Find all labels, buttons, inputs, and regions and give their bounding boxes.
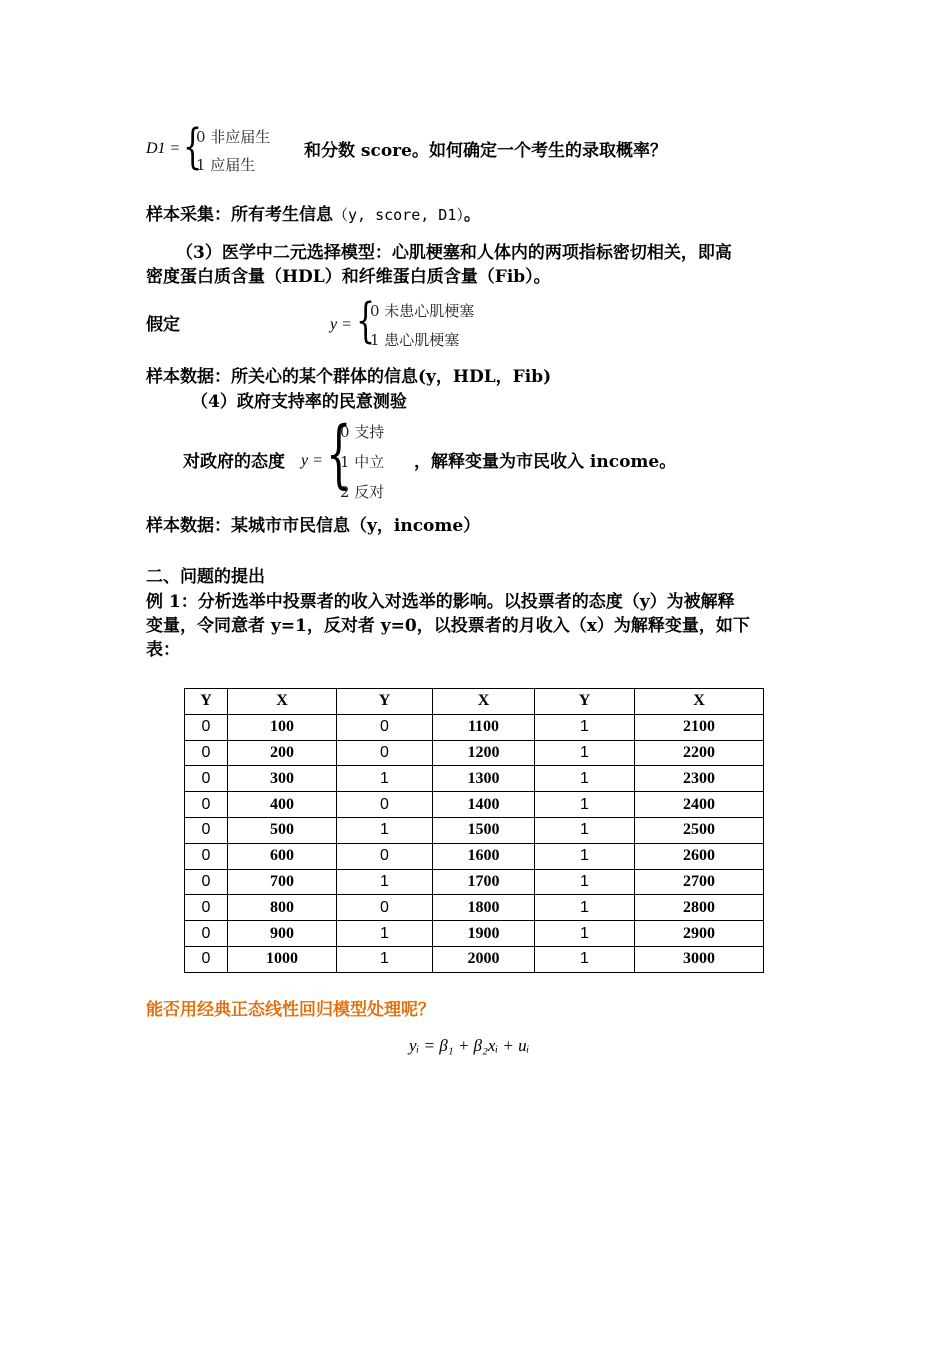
- cell-y: 1: [535, 714, 635, 740]
- cell-x: 1700: [433, 869, 535, 895]
- cell-x: 2700: [635, 869, 764, 895]
- cell-y: 1: [535, 946, 635, 972]
- gov-heading: （4）政府支持率的民意测验: [191, 392, 407, 412]
- header-x-3: X: [635, 689, 764, 715]
- table-row: [185, 869, 764, 895]
- gov-lhs: y =: [301, 452, 323, 469]
- cell-x: 2200: [635, 740, 764, 766]
- table-row: [185, 946, 764, 972]
- cell-x: 2600: [635, 843, 764, 869]
- example-line-3: 表：: [146, 640, 180, 660]
- table-row: [185, 714, 764, 740]
- assume-case-1: 1 患心肌梗塞: [370, 331, 460, 349]
- cell-y: 0: [185, 714, 228, 740]
- assume-lhs: y =: [330, 316, 352, 333]
- cell-x: 1100: [433, 714, 535, 740]
- section-heading: 二、问题的提出: [146, 567, 265, 587]
- cell-x: 100: [228, 714, 337, 740]
- gov-case-2: 2 反对: [340, 483, 385, 501]
- sample-collection-value: （y, score, D1）: [333, 206, 464, 224]
- table-header-row: [185, 689, 764, 715]
- sample-data-2: 样本数据：所关心的某个群体的信息(y，HDL，Fib): [146, 367, 552, 387]
- cell-x: 1400: [433, 792, 535, 818]
- sample-collection: [146, 203, 481, 227]
- cell-x: 2300: [635, 766, 764, 792]
- cell-y: 1: [337, 766, 433, 792]
- question-text: 能否用经典正态线性回归模型处理呢？: [146, 1000, 435, 1020]
- cell-x: 1300: [433, 766, 535, 792]
- cell-y: 1: [337, 946, 433, 972]
- cell-y: 0: [185, 843, 228, 869]
- table-row: [185, 843, 764, 869]
- cell-x: 900: [228, 921, 337, 947]
- table-body: [185, 714, 764, 972]
- assume-case-0: 0 未患心肌梗塞: [370, 302, 475, 320]
- cell-x: 1200: [433, 740, 535, 766]
- d1-case-0: 0 非应届生: [196, 128, 271, 146]
- cell-y: 0: [185, 946, 228, 972]
- cell-x: 500: [228, 817, 337, 843]
- cell-y: 1: [535, 766, 635, 792]
- medical-line-1: （3）医学中二元选择模型：心肌梗塞和人体内的两项指标密切相关，即高: [176, 243, 732, 263]
- cell-y: 1: [535, 895, 635, 921]
- table-row: [185, 792, 764, 818]
- cell-y: 1: [535, 817, 635, 843]
- cell-x: 300: [228, 766, 337, 792]
- gov-case-1: 1 中立: [340, 453, 385, 471]
- example-line-2: 变量，令同意者 y=1，反对者 y=0，以投票者的月收入（x）为解释变量，如下: [146, 616, 750, 636]
- cell-x: 200: [228, 740, 337, 766]
- cell-x: 2900: [635, 921, 764, 947]
- cell-y: 1: [535, 869, 635, 895]
- header-y-3: Y: [535, 689, 635, 715]
- cell-y: 0: [185, 869, 228, 895]
- cell-y: 1: [337, 869, 433, 895]
- header-x-2: X: [433, 689, 535, 715]
- example-line-1: 例 1：分析选举中投票者的收入对选举的影响。以投票者的态度（y）为被解释: [146, 592, 735, 612]
- cell-y: 1: [337, 921, 433, 947]
- header-y-1: Y: [185, 689, 228, 715]
- cell-x: 1600: [433, 843, 535, 869]
- sample-collection-label: 样本采集：所有考生信息: [146, 205, 333, 225]
- gov-suffix: ，解释变量为市民收入 income。: [414, 452, 677, 472]
- assume-brace: {: [356, 293, 376, 350]
- cell-y: 0: [337, 895, 433, 921]
- cell-y: 1: [535, 792, 635, 818]
- cell-y: 0: [185, 740, 228, 766]
- cell-y: 0: [185, 766, 228, 792]
- sample-collection-end: 。: [463, 205, 481, 225]
- cell-y: 0: [185, 921, 228, 947]
- gov-prefix: 对政府的态度: [183, 452, 285, 472]
- cell-y: 0: [337, 740, 433, 766]
- regression-formula: yᵢ = β₁ + β₂xᵢ + uᵢ: [409, 1036, 530, 1055]
- cell-y: 1: [535, 921, 635, 947]
- table-row: [185, 817, 764, 843]
- cell-x: 1800: [433, 895, 535, 921]
- cell-x: 3000: [635, 946, 764, 972]
- cell-y: 0: [185, 817, 228, 843]
- medical-line-2: 密度蛋白质含量（HDL）和纤维蛋白质含量（Fib）。: [146, 267, 551, 287]
- cell-x: 2500: [635, 817, 764, 843]
- cell-x: 600: [228, 843, 337, 869]
- cell-y: 0: [337, 843, 433, 869]
- cell-y: 1: [535, 740, 635, 766]
- table-row: [185, 895, 764, 921]
- cell-x: 700: [228, 869, 337, 895]
- cell-x: 2100: [635, 714, 764, 740]
- cell-x: 2000: [433, 946, 535, 972]
- cell-x: 1000: [228, 946, 337, 972]
- cell-x: 2400: [635, 792, 764, 818]
- table-row: [185, 766, 764, 792]
- d1-lhs: D1 =: [146, 140, 181, 157]
- cell-y: 1: [337, 817, 433, 843]
- gov-brace: {: [326, 412, 352, 498]
- cell-x: 1500: [433, 817, 535, 843]
- sample-data-3: 样本数据：某城市市民信息（y，income）: [146, 516, 481, 536]
- cell-y: 0: [337, 792, 433, 818]
- header-y-2: Y: [337, 689, 433, 715]
- cell-y: 0: [185, 792, 228, 818]
- d1-text: 和分数 score。如何确定一个考生的录取概率？: [304, 141, 667, 161]
- cell-x: 1900: [433, 921, 535, 947]
- table-row: [185, 740, 764, 766]
- cell-y: 0: [337, 714, 433, 740]
- income-vote-table: [184, 688, 764, 973]
- d1-case-1: 1 应届生: [196, 156, 256, 174]
- header-x-1: X: [228, 689, 337, 715]
- assume-label: 假定: [146, 315, 180, 335]
- cell-y: 0: [185, 895, 228, 921]
- cell-x: 2800: [635, 895, 764, 921]
- cell-x: 400: [228, 792, 337, 818]
- cell-x: 800: [228, 895, 337, 921]
- d1-brace: {: [183, 119, 203, 176]
- cell-y: 1: [535, 843, 635, 869]
- gov-case-0: 0 支持: [340, 423, 385, 441]
- table-row: [185, 921, 764, 947]
